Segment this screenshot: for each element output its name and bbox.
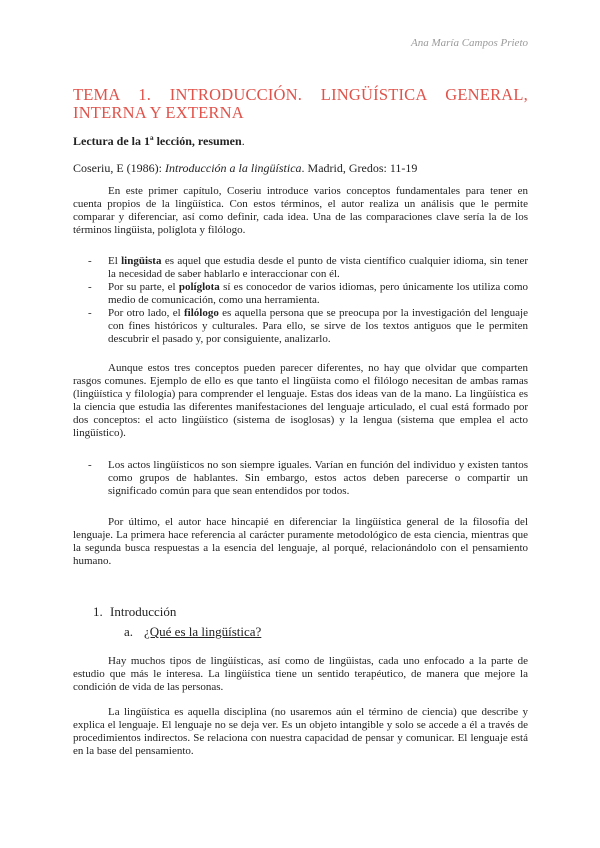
list-item-pre: Por otro lado, el [108, 307, 184, 319]
paragraph-2: Aunque estos tres conceptos pueden parecer diferentes, no hay que olvidar que comparten rasgos comunes. Ejemplo de ello es que tanto el lingüista como el filólogo necesitan de ambas ramas (lingüística y filología) para comprender el lenguaje. Estas dos ideas van de la mano. La lingüística es la ciencia que estudia las diferentes manifestaciones del lenguaje articulado, el cual está formado por dos conceptos: el acto lingüístico (sistema de isoglosas) y la lengua (sistema que emplea el acto lingüístico). [73, 362, 528, 439]
citation-author: Coseriu, E (1986): [73, 161, 165, 175]
subsection-number: a. [124, 624, 134, 639]
intro-paragraph: En este primer capítulo, Coseriu introduce varios conceptos fundamentales para tener en cuenta propios de la lingüística. Con estos términos, el autor realiza un análisis que le permite comparar y diferenciar, así como definir, cada idea. Una de las comparaciones clave sería la de los términos lingüista, políglota y filólogo. [73, 185, 528, 236]
paragraph-3: Por último, el autor hace hincapié en diferenciar la lingüística general de la filosofía del lenguaje. La primera hace referencia al carácter puramente metodológico de esta ciencia, mientras que la segunda busca respuestas a la esencia del lenguaje, al porqué, relacionándolo con el pensamiento humano. [73, 516, 528, 567]
page-title: TEMA 1. INTRODUCCIÓN. LINGÜÍSTICA GENERAL, INTERNA Y EXTERNA [73, 85, 528, 122]
term-filologo: filólogo [183, 307, 219, 319]
subtitle-period: . [241, 134, 245, 148]
list-item: - Los actos lingüísticos no son siempre iguales. Varían en función del individuo y existen tantos como grupos de hablantes. Sin embargo, estos actos deben parecerse o compartir un significado común para que sean entendidos por todos. [73, 459, 528, 498]
citation-rest: . Madrid, Gredos: 11-19 [301, 161, 418, 175]
bullet-list-2 [73, 459, 528, 498]
paragraph-5: La lingüística es aquella disciplina (no usaremos aún el término de ciencia) que describe y explica el lenguaje. El lenguaje no se deja ver. Es un objeto intangible y solo se accede a él a través de procedimientos indirectos. Se relaciona con nuestra capacidad de pensar y comunicar. El lenguaje está en la base del pensamiento. [73, 706, 528, 757]
section-title: Introducción [110, 604, 177, 619]
definitions-list [73, 255, 528, 346]
term-poliglota: políglota [178, 281, 220, 293]
list-item-post: es aquella persona que se preocupa por la investigación del lenguaje con fines históricos y culturales. Para ello, se sirve de los textos antiguos que le permiten descubrir el pasado y, por consiguiente, analizarlo. [108, 307, 528, 345]
author-header: Ana María Campos Prieto [410, 37, 528, 49]
section-heading-1 [93, 604, 176, 620]
subsection-title: ¿Qué es la lingüística? [144, 624, 262, 639]
list-item-pre: Por su parte, el [108, 281, 179, 293]
list-item-post: sí es conocedor de varios idiomas, pero únicamente los utiliza como medio de comunicación, como una herramienta. [108, 281, 528, 306]
citation [73, 161, 417, 176]
citation-book: Introducción a la lingüística [165, 161, 302, 175]
list-item-post: es aquel que estudia desde el punto de vista científico cualquier idioma, sin tener la necesidad de saber hablarlo e interaccionar con él. [108, 255, 528, 280]
list-item [73, 307, 528, 346]
subsection-heading-1a [124, 624, 261, 640]
subtitle-text: Lectura de la 1ª lección, resumen [73, 134, 242, 148]
term-lingüista: lingüista [121, 255, 162, 267]
list-item [73, 281, 528, 307]
section-number: 1. [93, 604, 103, 619]
list-item [73, 255, 528, 281]
subtitle [73, 134, 245, 149]
list-item-pre: El [108, 255, 122, 267]
paragraph-4: Hay muchos tipos de lingüísticas, así como de lingüistas, cada uno enfocado a la parte de estudio que más le interesa. La lingüística tiene un sentido terapéutico, de manera que mejore la condición de vida de las personas. [73, 655, 528, 693]
